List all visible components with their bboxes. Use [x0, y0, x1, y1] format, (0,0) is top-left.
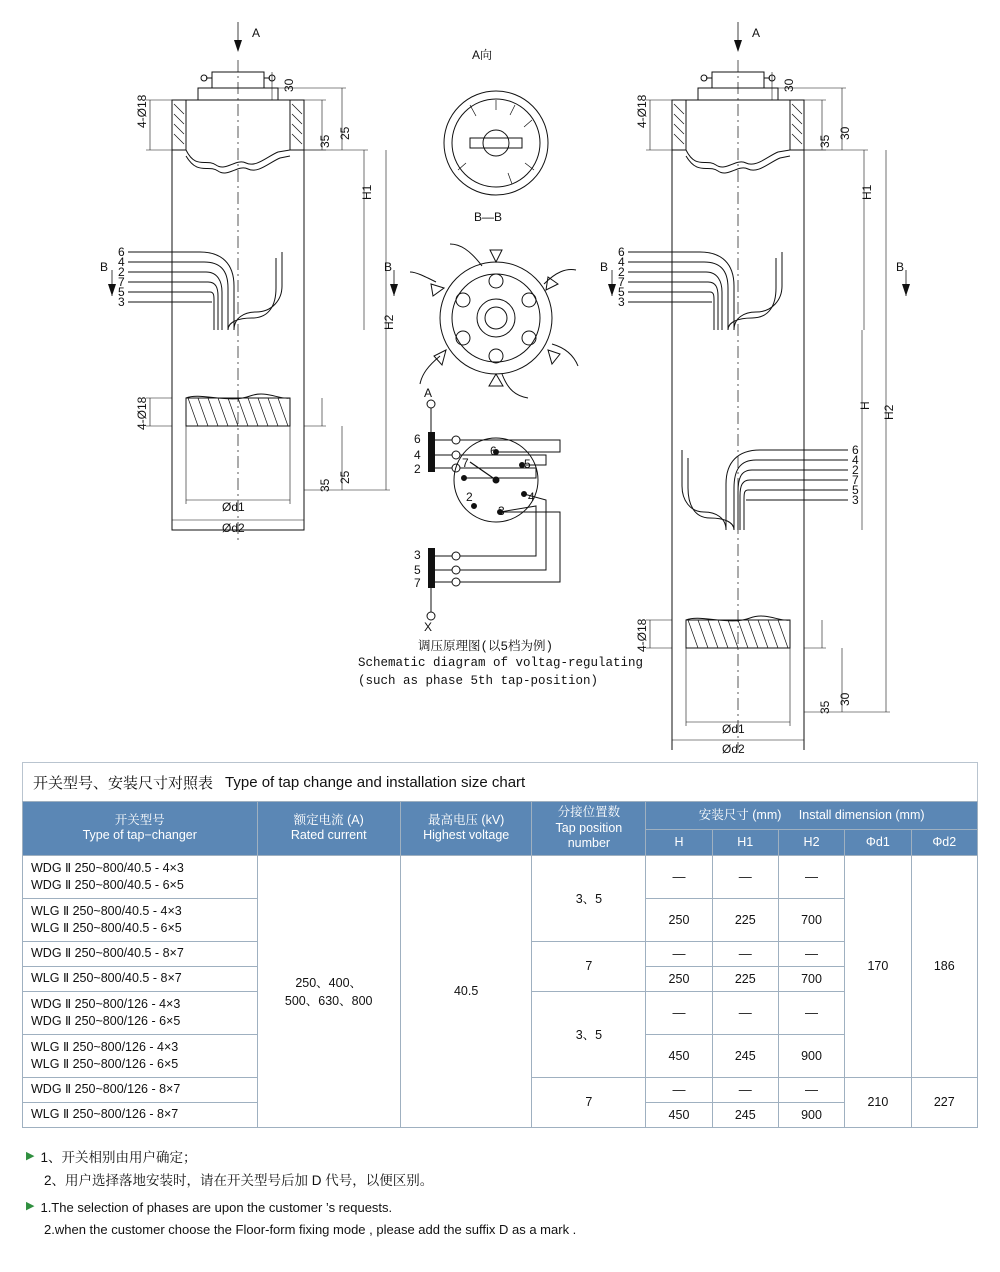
schematic-terminal-6: 6	[414, 432, 421, 446]
terminal-right-7: 7	[618, 275, 625, 289]
cell-h: 250	[646, 898, 712, 941]
model-line: WLG Ⅱ 250~800/40.5 - 8×7	[31, 971, 182, 986]
schematic-terminal-5: 5	[414, 563, 421, 577]
label-h1-right: H1	[860, 184, 874, 200]
schematic-node-a: A	[424, 386, 433, 400]
terminal-right2-6: 6	[852, 443, 859, 457]
note-en-1-text: 1.The selection of phases are upon the customer ’s requests.	[40, 1199, 393, 1215]
th-h: H	[646, 830, 712, 856]
note-cn-2	[44, 1171, 966, 1192]
label-30-right-top: 30	[838, 126, 852, 140]
th-current-cn: 额定电流 (A)	[293, 812, 364, 827]
model-line: WLG Ⅱ 250~800/40.5 - 6×5	[31, 920, 182, 935]
terminal-right-3: 3	[618, 295, 625, 309]
cell-d1-top: 170	[845, 855, 911, 1077]
label-4-18-right-top: 4-Ø18	[635, 94, 649, 128]
dial-5: 5	[524, 457, 531, 471]
model-line: WDG Ⅱ 250~800/40.5 - 4×3	[31, 861, 184, 875]
cell-d2-bottom: 227	[911, 1077, 977, 1127]
current-line-2: 500、630、800	[284, 994, 373, 1009]
note-en-2-text: 2.when the customer choose the Floor-form fixing mode , please add the suffix D as a mark .	[44, 1221, 577, 1237]
cell-h1: 245	[712, 1034, 778, 1077]
cell-h: —	[646, 1077, 712, 1102]
cell-d2-top: 186	[911, 855, 977, 1077]
th-model-en: Type of tap−changer	[82, 828, 197, 843]
cell-h2: —	[778, 855, 844, 898]
th-install-cn: 安装尺寸 (mm)	[698, 807, 782, 822]
terminal-left-7: 7	[118, 275, 125, 289]
label-30-left: 30	[282, 78, 296, 92]
dial-6: 6	[490, 444, 497, 458]
note-cn-2-text: 2、用户选择落地安装时，请在开关型号后加 D 代号，以便区别。	[44, 1172, 434, 1188]
current-line-1: 250、400、	[295, 976, 363, 991]
model-line: WDG Ⅱ 250~800/40.5 - 6×5	[31, 877, 184, 892]
dial-7: 7	[462, 456, 469, 470]
label-4-18-left-top: 4-Ø18	[135, 94, 149, 128]
cell-model-4	[23, 966, 258, 991]
label-d2-right: Ød2	[722, 742, 745, 756]
schematic-terminal-4: 4	[414, 448, 421, 462]
model-line: WLG Ⅱ 250~800/126 - 8×7	[31, 1107, 179, 1122]
label-bb-view: B—B	[474, 210, 503, 224]
cell-h2: 900	[778, 1034, 844, 1077]
th-voltage-en: Highest voltage	[423, 828, 510, 843]
th-install-en: Install dimension (mm)	[798, 807, 925, 822]
label-h2-left: H2	[382, 314, 396, 330]
label-arrow-a-right: A	[752, 26, 761, 40]
cell-model-3	[23, 941, 258, 966]
model-line: WDG Ⅱ 250~800/40.5 - 8×7	[31, 946, 184, 961]
dial-3: 3	[498, 504, 505, 518]
note-en-1	[26, 1198, 966, 1218]
label-25-left-top: 25	[338, 126, 352, 140]
cell-tap-3: 3、5	[532, 991, 646, 1077]
label-b-right-left: B	[600, 260, 609, 274]
terminal-left-4: 4	[118, 255, 125, 269]
label-4-18-left-bottom: 4-Ø18	[135, 396, 149, 430]
cell-h: —	[646, 855, 712, 898]
label-35-left-bottom: 35	[318, 478, 332, 492]
cell-tap-4: 7	[532, 1077, 646, 1127]
th-model	[23, 802, 258, 856]
th-current	[257, 802, 400, 856]
cell-model-6	[23, 1034, 258, 1077]
cell-h1: 225	[712, 898, 778, 941]
label-b-left: B	[100, 260, 109, 274]
dial-4: 4	[528, 490, 535, 504]
cell-voltage: 40.5	[400, 855, 532, 1127]
table-row	[23, 855, 978, 898]
th-h2: H2	[778, 830, 844, 856]
model-line: WLG Ⅱ 250~800/126 - 4×3	[31, 1040, 179, 1054]
label-a-view: A向	[472, 48, 493, 62]
terminal-left-2: 2	[118, 265, 125, 279]
terminal-right-5: 5	[618, 285, 625, 299]
th-tap	[532, 802, 646, 856]
label-d2-left: Ød2	[222, 521, 245, 535]
cell-tap-2: 7	[532, 941, 646, 991]
cell-model-1	[23, 855, 258, 898]
cell-current	[257, 855, 400, 1127]
cell-model-5	[23, 991, 258, 1034]
model-line: WDG Ⅱ 250~800/126 - 6×5	[31, 1013, 181, 1028]
caption-en-2: (such as phase 5th tap-position)	[358, 674, 599, 688]
spec-table	[22, 801, 978, 1128]
table-head	[23, 802, 978, 856]
note-cn-1	[26, 1148, 966, 1169]
label-30-right-bottom: 30	[838, 692, 852, 706]
label-h2-right: H2	[882, 404, 896, 420]
spec-table-container	[22, 762, 978, 1128]
cell-h2: —	[778, 991, 844, 1034]
label-arrow-a-left: A	[252, 26, 261, 40]
cell-model-7	[23, 1077, 258, 1102]
triangle-bullet-icon: ▶	[26, 1150, 35, 1162]
model-line: WDG Ⅱ 250~800/126 - 4×3	[31, 997, 181, 1011]
th-install	[646, 802, 978, 830]
terminal-right-6: 6	[618, 245, 625, 259]
terminal-right-4: 4	[618, 255, 625, 269]
cell-h1: 225	[712, 966, 778, 991]
cell-h: —	[646, 991, 712, 1034]
terminal-left-6: 6	[118, 245, 125, 259]
cell-h1: —	[712, 941, 778, 966]
caption-en-1: Schematic diagram of voltag-regulating	[358, 656, 644, 670]
cell-tap-1: 3、5	[532, 855, 646, 941]
model-line: WLG Ⅱ 250~800/40.5 - 4×3	[31, 904, 182, 918]
label-b-left-right: B	[384, 260, 393, 274]
label-35-right-top: 35	[818, 134, 832, 148]
cell-h2: 900	[778, 1102, 844, 1127]
terminal-right2-5: 5	[852, 483, 859, 497]
terminal-right2-3: 3	[852, 493, 859, 507]
cell-d1-bottom: 210	[845, 1077, 911, 1127]
terminal-left-5: 5	[118, 285, 125, 299]
cell-h: 450	[646, 1102, 712, 1127]
th-current-en: Rated current	[290, 828, 367, 843]
cell-h1: —	[712, 855, 778, 898]
th-d2: Φd2	[911, 830, 977, 856]
terminal-right2-2: 2	[852, 463, 859, 477]
table-header-row-1	[23, 802, 978, 830]
caption-cn: 调压原理图(以5档为例)	[418, 640, 554, 654]
cell-model-2	[23, 898, 258, 941]
cell-h1: —	[712, 991, 778, 1034]
dial-2: 2	[466, 490, 473, 504]
cell-h1: 245	[712, 1102, 778, 1127]
label-30-right: 30	[782, 78, 796, 92]
label-h1-left: H1	[360, 184, 374, 200]
cell-h: —	[646, 941, 712, 966]
cell-h1: —	[712, 1077, 778, 1102]
label-d1-left: Ød1	[222, 500, 245, 514]
terminal-right2-7: 7	[852, 473, 859, 487]
th-tap-cn: 分接位置数	[557, 805, 621, 819]
th-voltage-cn: 最高电压 (kV)	[427, 812, 505, 827]
model-line: WDG Ⅱ 250~800/126 - 8×7	[31, 1082, 181, 1097]
th-d1: Φd1	[845, 830, 911, 856]
triangle-bullet-icon: ▶	[26, 1199, 35, 1212]
note-en-2	[44, 1220, 966, 1240]
table-title	[22, 762, 978, 801]
cell-h: 450	[646, 1034, 712, 1077]
th-h1: H1	[712, 830, 778, 856]
note-cn-1-text: 1、开关相别由用户确定；	[40, 1150, 197, 1165]
label-h-right: H	[858, 401, 872, 410]
th-model-cn: 开关型号	[114, 812, 165, 827]
schematic-terminal-2: 2	[414, 462, 421, 476]
cell-h2: 700	[778, 898, 844, 941]
terminal-right2-4: 4	[852, 453, 859, 467]
label-35-left-top: 35	[318, 134, 332, 148]
cell-h: 250	[646, 966, 712, 991]
notes-section	[26, 1148, 966, 1242]
schematic-terminal-7: 7	[414, 576, 421, 590]
label-35-right-bottom: 35	[818, 700, 832, 714]
table-title-cn: 开关型号、安装尺寸对照表	[33, 774, 214, 792]
label-4-18-right-bottom: 4-Ø18	[635, 618, 649, 652]
terminal-right-2: 2	[618, 265, 625, 279]
cell-h2: 700	[778, 966, 844, 991]
table-title-en: Type of tap change and installation size chart	[225, 773, 526, 791]
label-b-right: B	[896, 260, 905, 274]
label-d1-right: Ød1	[722, 722, 745, 736]
terminal-left-3: 3	[118, 295, 125, 309]
schematic-terminal-3: 3	[414, 548, 421, 562]
cell-model-8	[23, 1102, 258, 1127]
th-tap-en2: number	[567, 836, 611, 851]
table-body	[23, 855, 978, 1127]
label-25-left-bottom: 25	[338, 470, 352, 484]
cell-h2: —	[778, 941, 844, 966]
schematic-node-x: X	[424, 620, 433, 634]
th-voltage	[400, 802, 532, 856]
th-tap-en1: Tap position	[555, 820, 623, 835]
model-line: WLG Ⅱ 250~800/126 - 6×5	[31, 1056, 179, 1071]
cell-h2: —	[778, 1077, 844, 1102]
